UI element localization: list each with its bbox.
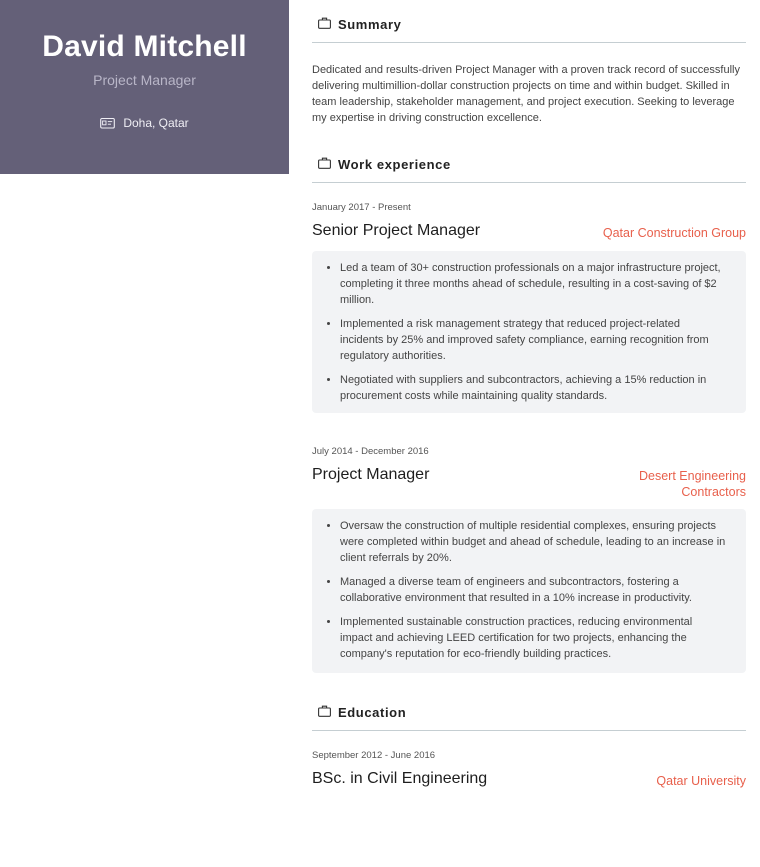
list-item: • Negotiated with suppliers and subcontractors, achieving a 15% reduction in procurement costs while maintaining quality standards.	[340, 372, 726, 404]
education-school: Qatar University	[656, 774, 746, 788]
experience-section-header	[312, 140, 746, 184]
id-card-icon	[100, 117, 115, 129]
job-title: Senior Project Manager	[312, 222, 481, 239]
education-degree: BSc. in Civil Engineering	[312, 770, 488, 787]
job-highlights	[312, 509, 746, 673]
experience-title: Work experience	[338, 157, 451, 172]
list-item: • Implemented sustainable construction practices, reducing environmental impact and achieving LEED certification for two projects, enhancing the company's reputation for eco-friendly building practices.	[340, 614, 726, 662]
job-company	[639, 468, 746, 500]
job-dates: January 2017 - Present	[312, 202, 411, 213]
briefcase-icon	[318, 17, 331, 29]
briefcase-icon	[318, 157, 331, 169]
profile-role: Project Manager	[93, 72, 196, 88]
section-divider	[312, 730, 746, 731]
section-divider	[312, 182, 746, 183]
profile-name: David Mitchell	[42, 30, 247, 63]
job-highlights	[312, 251, 746, 413]
job-company-line: Desert Engineering	[638, 469, 746, 483]
summary-section-header	[312, 0, 746, 44]
list-item: • Oversaw the construction of multiple residential complexes, ensuring projects were completed within budget and ahead of schedule, leading to an increase in client referrals by 20%.	[340, 518, 726, 566]
section-divider	[312, 42, 746, 43]
briefcase-icon	[318, 705, 331, 717]
list-item: • Implemented a risk management strategy that reduced project-related incidents by 25% and improved safety compliance, earning recognition from regulatory authorities.	[340, 316, 726, 364]
education-dates: September 2012 - June 2016	[312, 750, 436, 761]
list-item: • Led a team of 30+ construction professionals on a major infrastructure project, completing it three months ahead of schedule, resulting in a cost-saving of $2 million.	[340, 260, 726, 308]
profile-location	[0, 116, 289, 130]
list-item: • Managed a diverse team of engineers and subcontractors, fostering a collaborative environment that resulted in a 10% increase in productivity.	[340, 574, 726, 606]
profile-header	[0, 0, 289, 174]
job-dates: July 2014 - December 2016	[312, 446, 429, 457]
education-title: Education	[338, 705, 407, 720]
education-section-header	[312, 688, 746, 732]
job-title: Project Manager	[312, 466, 430, 483]
summary-text: Dedicated and results-driven Project Manager with a proven track record of successfully delivering multimillion-dollar construction projects on time and within budget. Skilled in team leadership, stakeholder management, and project execution. Seeking to leverage my expertise in driving construction excellence.	[312, 64, 740, 124]
location-text: Doha, Qatar	[123, 116, 189, 130]
summary-title: Summary	[338, 17, 402, 32]
job-company: Qatar Construction Group	[602, 226, 746, 240]
job-company-line: Contractors	[681, 485, 746, 499]
